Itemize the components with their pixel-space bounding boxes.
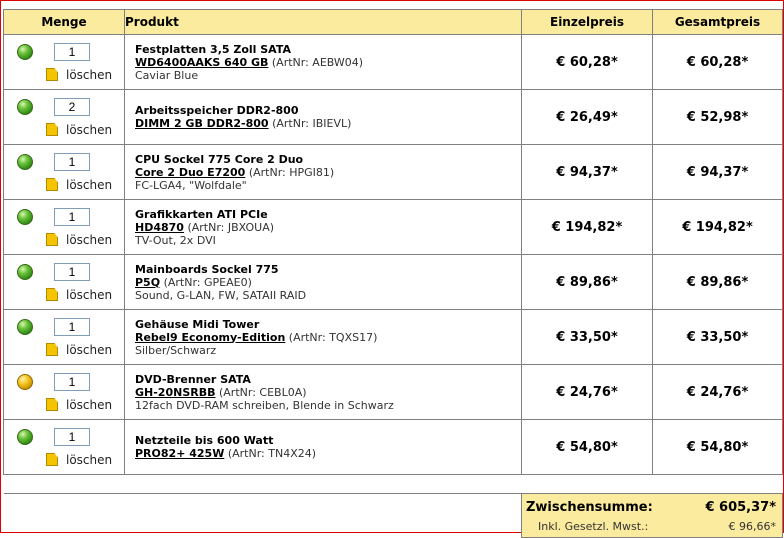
product-cell bbox=[125, 420, 522, 475]
product-link[interactable]: GH-20NSRBB bbox=[135, 385, 216, 399]
quantity-input[interactable] bbox=[54, 428, 90, 446]
quantity-cell bbox=[4, 420, 125, 475]
quantity-cell bbox=[4, 90, 125, 145]
unit-price: € 94,37* bbox=[522, 145, 653, 200]
cart-item-row bbox=[4, 145, 783, 200]
product-category: Festplatten 3,5 Zoll SATA bbox=[135, 42, 292, 56]
quantity-input[interactable] bbox=[54, 318, 90, 336]
article-number: (ArtNr: HPGI81) bbox=[248, 165, 335, 179]
availability-status-icon bbox=[17, 264, 33, 280]
quantity-input[interactable] bbox=[54, 153, 90, 171]
quantity-input[interactable] bbox=[54, 263, 90, 281]
article-number: (ArtNr: TN4X24) bbox=[227, 447, 317, 460]
unit-price: € 24,76* bbox=[522, 365, 653, 420]
quantity-input[interactable] bbox=[54, 43, 90, 61]
delete-label[interactable]: löschen bbox=[66, 123, 113, 137]
product-description: FC-LGA4, "Wolfdale" bbox=[135, 178, 247, 192]
cart-item-row bbox=[4, 255, 783, 310]
cart-table bbox=[3, 9, 783, 538]
delete-icon[interactable] bbox=[46, 398, 58, 411]
cart-item-row bbox=[4, 420, 783, 475]
product-category: CPU Sockel 775 Core 2 Duo bbox=[135, 152, 304, 166]
product-link[interactable]: DIMM 2 GB DDR2-800 bbox=[135, 117, 269, 130]
quantity-cell bbox=[4, 145, 125, 200]
product-cell bbox=[125, 365, 522, 420]
tax-label: Inkl. Gesetzl. Mwst.: bbox=[538, 520, 649, 533]
unit-price: € 60,28* bbox=[522, 35, 653, 90]
unit-price: € 194,82* bbox=[522, 200, 653, 255]
product-cell bbox=[125, 200, 522, 255]
product-category: Gehäuse Midi Tower bbox=[135, 317, 260, 331]
product-cell bbox=[125, 145, 522, 200]
total-price: € 194,82* bbox=[653, 200, 783, 255]
product-category: Grafikkarten ATI PCIe bbox=[135, 207, 268, 221]
availability-status-icon bbox=[17, 374, 33, 390]
cart-item-row bbox=[4, 35, 783, 90]
total-price: € 94,37* bbox=[653, 145, 783, 200]
product-link[interactable]: Rebel9 Economy-Edition bbox=[135, 330, 286, 344]
product-cell bbox=[125, 310, 522, 365]
product-link[interactable]: HD4870 bbox=[135, 220, 184, 234]
delete-link[interactable] bbox=[46, 398, 112, 412]
quantity-input[interactable] bbox=[54, 373, 90, 391]
quantity-input[interactable] bbox=[54, 208, 90, 226]
delete-link[interactable] bbox=[46, 288, 112, 302]
quantity-cell bbox=[4, 35, 125, 90]
quantity-input[interactable] bbox=[54, 98, 90, 116]
cart-item-row bbox=[4, 365, 783, 420]
delete-label[interactable]: löschen bbox=[66, 288, 113, 302]
cart-header-row bbox=[4, 10, 783, 35]
total-price: € 54,80* bbox=[653, 420, 783, 475]
cart-item-row bbox=[4, 90, 783, 145]
delete-label[interactable]: löschen bbox=[66, 343, 113, 357]
product-link[interactable]: P5Q bbox=[135, 275, 161, 289]
cart-item-row bbox=[4, 200, 783, 255]
header-gesamtpreis: Gesamtpreis bbox=[653, 10, 783, 35]
quantity-cell bbox=[4, 200, 125, 255]
product-cell bbox=[125, 255, 522, 310]
subtotal-value: € 605,37* bbox=[705, 500, 776, 515]
total-price: € 60,28* bbox=[653, 35, 783, 90]
availability-status-icon bbox=[17, 44, 33, 60]
article-number: (ArtNr: TQXS17) bbox=[288, 330, 378, 344]
delete-icon[interactable] bbox=[46, 453, 58, 466]
unit-price: € 26,49* bbox=[522, 90, 653, 145]
header-menge: Menge bbox=[4, 10, 125, 35]
product-category: Arbeitsspeicher DDR2-800 bbox=[135, 104, 299, 117]
delete-icon[interactable] bbox=[46, 288, 58, 301]
cart-item-row bbox=[4, 310, 783, 365]
delete-link[interactable] bbox=[46, 453, 112, 467]
unit-price: € 54,80* bbox=[522, 420, 653, 475]
product-category: Netzteile bis 600 Watt bbox=[135, 434, 274, 447]
product-description: TV-Out, 2x DVI bbox=[135, 233, 216, 247]
delete-icon[interactable] bbox=[46, 178, 58, 191]
delete-link[interactable] bbox=[46, 233, 112, 247]
delete-link[interactable] bbox=[46, 123, 112, 137]
summary-row bbox=[4, 494, 783, 538]
product-description: Sound, G-LAN, FW, SATAII RAID bbox=[135, 288, 307, 302]
product-cell bbox=[125, 90, 522, 145]
delete-link[interactable] bbox=[46, 178, 112, 192]
article-number: (ArtNr: JBXOUA) bbox=[187, 220, 275, 234]
delete-label[interactable]: löschen bbox=[66, 233, 113, 247]
delete-label[interactable]: löschen bbox=[66, 68, 113, 82]
article-number: (ArtNr: AEBW04) bbox=[271, 55, 364, 69]
tax-value: € 96,66* bbox=[728, 520, 776, 533]
delete-icon[interactable] bbox=[46, 343, 58, 356]
article-number: (ArtNr: GPEAE0) bbox=[163, 275, 252, 289]
product-description: Silber/Schwarz bbox=[135, 343, 217, 357]
summary-box bbox=[522, 494, 783, 538]
product-cell bbox=[125, 35, 522, 90]
total-price: € 52,98* bbox=[653, 90, 783, 145]
total-price: € 33,50* bbox=[653, 310, 783, 365]
product-category: Mainboards Sockel 775 bbox=[135, 262, 279, 276]
availability-status-icon bbox=[17, 319, 33, 335]
product-category: DVD-Brenner SATA bbox=[135, 372, 251, 386]
availability-status-icon bbox=[17, 209, 33, 225]
subtotal-label: Zwischensumme: bbox=[526, 500, 653, 515]
quantity-cell bbox=[4, 310, 125, 365]
header-produkt: Produkt bbox=[125, 10, 522, 35]
availability-status-icon bbox=[17, 154, 33, 170]
total-price: € 24,76* bbox=[653, 365, 783, 420]
quantity-cell bbox=[4, 255, 125, 310]
header-einzelpreis: Einzelpreis bbox=[522, 10, 653, 35]
unit-price: € 33,50* bbox=[522, 310, 653, 365]
article-number: (ArtNr: IBIEVL) bbox=[272, 117, 352, 130]
total-price: € 89,86* bbox=[653, 255, 783, 310]
product-link[interactable]: WD6400AAKS 640 GB bbox=[135, 55, 269, 69]
delete-label[interactable]: löschen bbox=[66, 398, 113, 412]
delete-link[interactable] bbox=[46, 343, 112, 357]
quantity-cell bbox=[4, 365, 125, 420]
availability-status-icon bbox=[17, 99, 33, 115]
delete-link[interactable] bbox=[46, 68, 112, 82]
delete-icon[interactable] bbox=[46, 233, 58, 246]
delete-label[interactable]: löschen bbox=[66, 453, 113, 467]
product-description: 12fach DVD-RAM schreiben, Blende in Schwarz bbox=[135, 398, 394, 412]
delete-label[interactable]: löschen bbox=[66, 178, 113, 192]
unit-price: € 89,86* bbox=[522, 255, 653, 310]
availability-status-icon bbox=[17, 429, 33, 445]
delete-icon[interactable] bbox=[46, 123, 58, 136]
product-link[interactable]: Core 2 Duo E7200 bbox=[135, 165, 246, 179]
product-link[interactable]: PRO82+ 425W bbox=[135, 447, 225, 460]
product-description: Caviar Blue bbox=[135, 68, 199, 82]
delete-icon[interactable] bbox=[46, 68, 58, 81]
article-number: (ArtNr: CEBL0A) bbox=[218, 385, 307, 399]
